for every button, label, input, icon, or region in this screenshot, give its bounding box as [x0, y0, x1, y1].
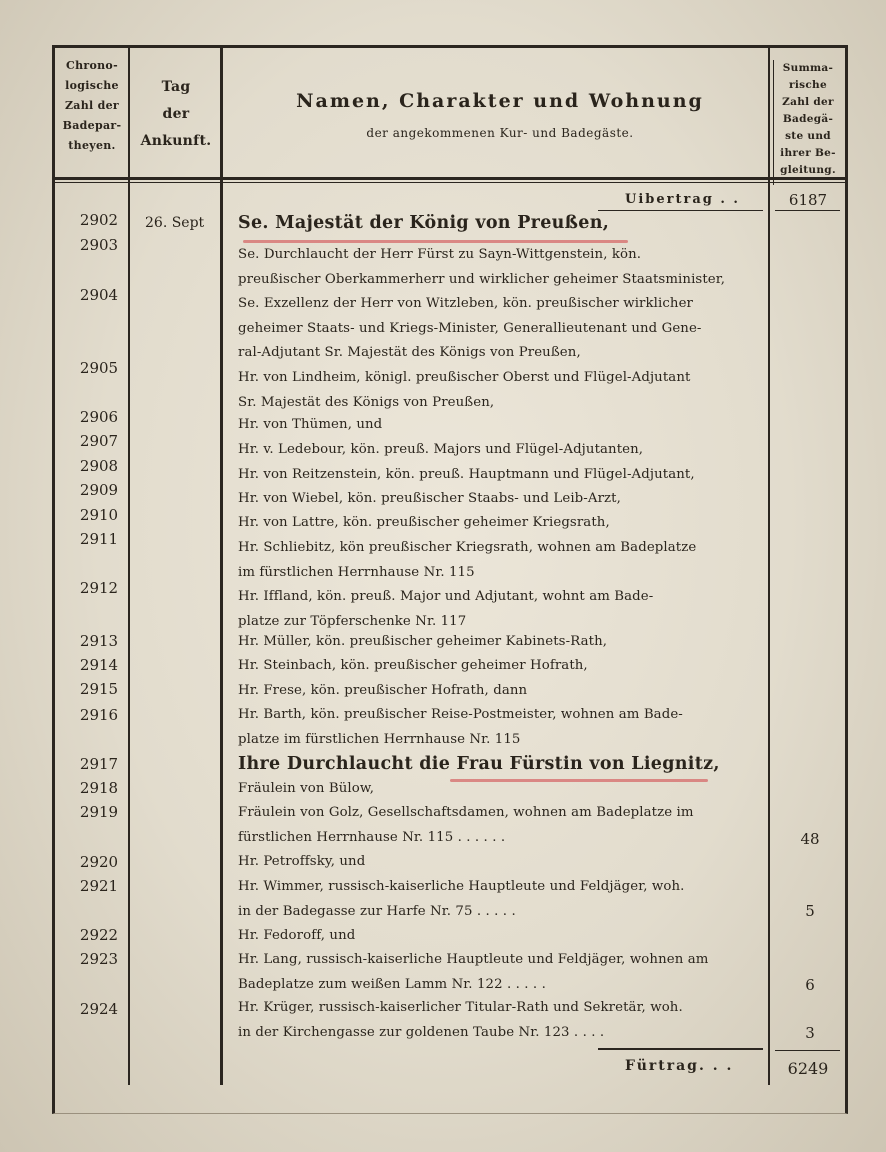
guest-entry-line: Hr. Krüger, russisch-kaiserlicher Titular-Rath und Sekretär, woh. [238, 1000, 683, 1015]
hdr-col4-line: Zahl der [782, 96, 834, 108]
guest-entry-line: Hr. Barth, kön. preußischer Reise-Postmeister, wohnen am Bade- [238, 707, 683, 722]
guest-entry-line: geheimer Staats- und Kriegs-Minister, Generallieutenant und Gene- [238, 320, 702, 336]
hdr-col4-line: ste und [785, 130, 831, 142]
hdr-col4-line: rische [789, 79, 827, 91]
guest-entry [238, 413, 758, 438]
guest-entry [238, 703, 758, 752]
guest-entry-line: in der Badegasse zur Harfe Nr. 75 . . . . . [238, 903, 516, 919]
guest-entry-line: Hr. Frese, kön. preußischer Hofrath, dann [238, 683, 528, 698]
hdr-col1-line: Badepar- [62, 119, 122, 132]
party-number: 2916 [79, 706, 119, 724]
guest-entry [238, 292, 758, 366]
guest-entry-line: Hr. Schliebitz, kön preußischer Kriegsrath, wohnen am Badeplatze [238, 540, 697, 555]
party-number: 2906 [79, 408, 119, 426]
party-number: 2912 [79, 579, 119, 597]
guest-entry-line: Se. Exzellenz der Herr von Witzleben, kön. preußischer wirklicher [238, 296, 694, 311]
guest-entry [238, 438, 758, 463]
header-arrival-day [132, 74, 220, 155]
column-divider-1 [128, 45, 130, 1085]
guest-entry-line: in der Kirchengasse zur goldenen Taube Nr. 123 . . . . [238, 1024, 605, 1040]
guest-entry [238, 801, 758, 850]
guest-entry [238, 487, 758, 512]
hdr-col1-line: theyen. [68, 139, 116, 152]
guest-entry [238, 630, 758, 655]
hdr-col1-line: logische [65, 79, 119, 92]
fuertrag-rule [598, 1048, 763, 1050]
party-number: 2902 [79, 211, 119, 229]
guest-entry-line: ral-Adjutant Sr. Majestät des Königs von Preußen, [238, 345, 581, 360]
guest-entry-line: Ihre Durchlaucht die Frau Fürstin von Liegnitz, [238, 754, 720, 774]
guest-entry [238, 463, 758, 488]
party-number: 2910 [79, 506, 119, 524]
guest-entry-line: fürstlichen Herrnhause Nr. 115 . . . . . . [238, 829, 506, 845]
party-number: 2911 [79, 530, 119, 548]
guest-entry-line: Badeplatze zum weißen Lamm Nr. 122 . . . . . [238, 976, 546, 992]
hdr-col4-line: gleitung. [780, 164, 836, 176]
column-divider-2 [220, 45, 223, 1085]
guest-entry [238, 752, 758, 777]
hdr-col2-line: der [162, 106, 190, 122]
guest-entry [238, 924, 758, 949]
guest-entry [238, 511, 758, 536]
guest-entry-line: Se. Durchlaucht der Herr Fürst zu Sayn-Wittgenstein, kön. [238, 247, 642, 262]
guest-entry [238, 243, 758, 292]
party-number: 2915 [79, 680, 119, 698]
uebertrag-label: Uibertrag . . [625, 192, 740, 207]
party-number: 2922 [79, 926, 119, 944]
page-subtitle: der angekommenen Kur- und Badegäste. [366, 126, 634, 140]
hdr-col1-line: Zahl der [64, 99, 120, 112]
header-summary-count [774, 60, 842, 179]
guest-entry-line: Hr. von Thümen, und [238, 417, 383, 432]
uebertrag-total: 6187 [788, 191, 828, 209]
guest-entry-line: Hr. Lang, russisch-kaiserliche Hauptleute und Feldjäger, wohnen am [238, 952, 709, 967]
guest-entry [238, 875, 758, 924]
party-number: 2907 [79, 432, 119, 450]
guest-entry [238, 850, 758, 875]
hdr-col2-line: Tag [161, 79, 191, 95]
guest-entry [238, 654, 758, 679]
guest-entry-line: im fürstlichen Herrnhause Nr. 115 [238, 564, 475, 580]
guest-entry-line: Se. Majestät der König von Preußen, [238, 213, 610, 233]
arrival-date: 26. Sept [145, 215, 205, 231]
party-number: 2920 [79, 853, 119, 871]
summary-count: 48 [800, 830, 820, 848]
party-number: 2909 [79, 481, 119, 499]
guest-entry-line: Hr. Müller, kön. preußischer geheimer Kabinets-Rath, [238, 634, 608, 649]
guest-entry [238, 948, 758, 997]
guest-entry-line: Hr. Steinbach, kön. preußischer geheimer Hofrath, [238, 658, 588, 673]
guest-entry-line: Hr. von Wiebel, kön. preußischer Staabs- und Leib-Arzt, [238, 491, 621, 506]
hdr-col4-line: ihrer Be- [780, 147, 836, 159]
guest-entry-line: Hr. v. Ledebour, kön. preuß. Majors und Flügel-Adjutanten, [238, 442, 644, 457]
summary-count: 5 [805, 902, 815, 920]
guest-entry-line: Fräulein von Bülow, [238, 781, 375, 796]
uebertrag-total-rule [775, 210, 840, 211]
hdr-col1-line: Chrono- [66, 59, 118, 72]
party-number: 2904 [79, 286, 119, 304]
fuertrag-label: Fürtrag. . . [625, 1058, 734, 1074]
guest-entry-line: Fräulein von Golz, Gesellschaftsdamen, wohnen am Badeplatze im [238, 805, 694, 820]
summary-count: 6 [805, 976, 815, 994]
fuertrag-total: 6249 [787, 1059, 829, 1078]
page-title: Namen, Charakter und Wohnung [296, 90, 704, 112]
guest-entry-line: Hr. Iffland, kön. preuß. Major und Adjutant, wohnt am Bade- [238, 589, 654, 604]
guest-entry [238, 536, 758, 585]
party-number: 2921 [79, 877, 119, 895]
red-underline-king [243, 240, 628, 243]
hdr-col4-line: Summa- [782, 62, 834, 74]
column-divider-3 [768, 45, 770, 1085]
party-number: 2905 [79, 359, 119, 377]
guest-entry [238, 211, 758, 236]
guest-entry [238, 679, 758, 704]
red-underline-princess [450, 779, 708, 782]
guest-entry-line: Hr. Petroffsky, und [238, 854, 366, 869]
guest-entry-line: platze im fürstlichen Herrnhause Nr. 115 [238, 731, 521, 747]
guest-entry-line: Sr. Majestät des Königs von Preußen, [238, 394, 495, 410]
party-number: 2913 [79, 632, 119, 650]
guest-entry-line: platze zur Töpferschenke Nr. 117 [238, 613, 467, 629]
header-rule [52, 177, 845, 180]
party-number: 2923 [79, 950, 119, 968]
guest-entry-line: Hr. von Reitzenstein, kön. preuß. Hauptmann und Flügel-Adjutant, [238, 467, 695, 482]
guest-entry [238, 585, 758, 634]
guest-entry-line: preußischer Oberkammerherr und wirklicher geheimer Staatsminister, [238, 271, 726, 287]
party-number: 2908 [79, 457, 119, 475]
party-number: 2924 [79, 1000, 119, 1018]
fuertrag-total-rule [775, 1050, 840, 1051]
guest-entry [238, 996, 758, 1045]
party-number: 2903 [79, 236, 119, 254]
summary-count: 3 [805, 1024, 815, 1042]
header-chronological-number [56, 56, 128, 156]
party-number: 2914 [79, 656, 119, 674]
hdr-col2-line: Ankunft. [140, 133, 212, 149]
guest-entry-line: Hr. von Lattre, kön. preußischer geheimer Kriegsrath, [238, 515, 610, 530]
party-number: 2918 [79, 779, 119, 797]
guest-entry-line: Hr. von Lindheim, königl. preußischer Oberst und Flügel-Adjutant [238, 370, 691, 385]
party-number: 2917 [79, 755, 119, 773]
guest-entry-line: Hr. Fedoroff, und [238, 928, 356, 943]
guest-entry [238, 366, 758, 415]
guest-entry-line: Hr. Wimmer, russisch-kaiserliche Hauptleute und Feldjäger, woh. [238, 879, 685, 894]
hdr-col4-line: Badegä- [782, 113, 834, 125]
header-rule-thin [52, 182, 845, 183]
party-number: 2919 [79, 803, 119, 821]
